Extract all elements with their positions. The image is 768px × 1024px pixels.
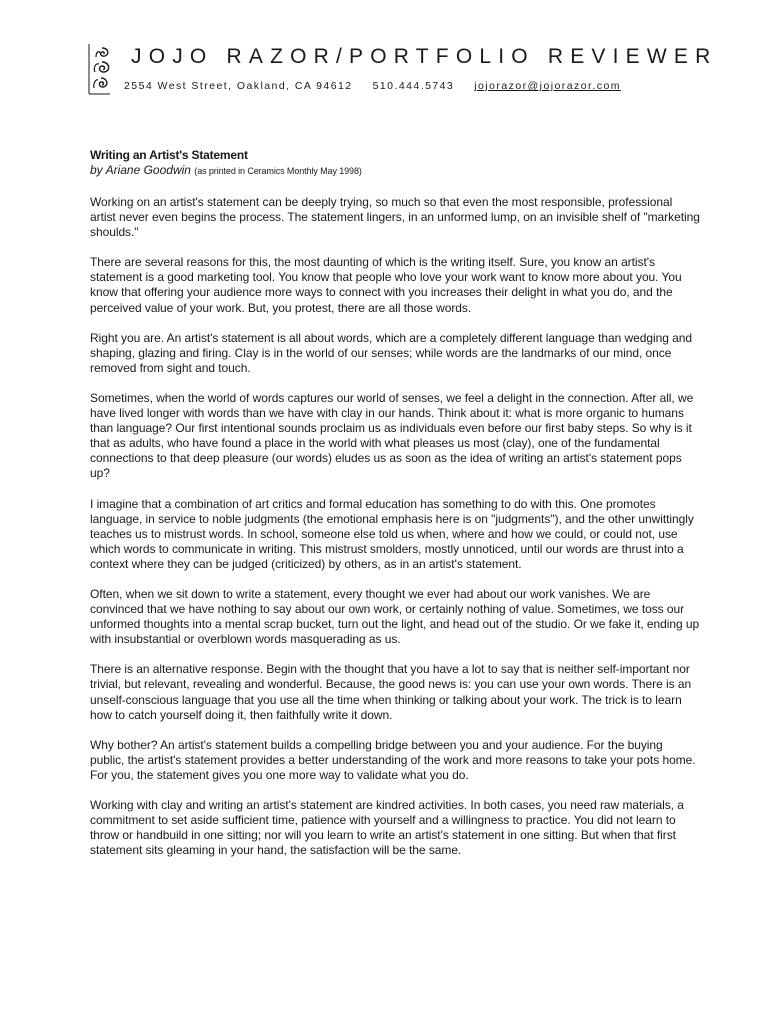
- letterhead-contact: [124, 80, 621, 92]
- paragraph: Working with clay and writing an artist's statement are kindred activities. In both cases, you need raw materials, a commitment to set aside sufficient time, patience with yourself and a willingness to practice. You did not learn to throw or handbuild in one sitting; nor will you learn to write an artist's statement in one sitting. But when that first statement sits gleaming in your hand, the satisfaction will be the same.: [90, 798, 684, 858]
- byline: [90, 163, 700, 179]
- paragraph: Sometimes, when the world of words captures our world of senses, we feel a delight in the connection. After all, we have lived longer with words than we have with clay in our hands. Think about it: what is more organic to humans than language? Our first intentional sounds proclaim us as individuals even before our first baby steps. So why is it that as adults, who have found a place in the world with what pleases us most (clay), one of the fundamental connections to that deep pleasure (our words) eludes us as soon as the idea of writing an artist's statement pops up?: [90, 390, 694, 481]
- byline-author: by Ariane Goodwin: [90, 163, 191, 177]
- paragraph: I imagine that a combination of art critics and formal education has something to do with this. One promotes language, in service to noble judgments (the emotional emphasis here is on "judgments"), and the other unwittingly teaches us to mistrust words. In school, someone else told us when, where and how we could, or could not, use which words to communicate in writing. This mistrust smolders, mostly unnoticed, until our words are thrust into a context where they can be judged (criticized) by others, as in an artist's statement.: [90, 496, 694, 571]
- article: [90, 148, 700, 873]
- article-title: Writing an Artist's Statement: [90, 148, 248, 162]
- letterhead-title: JOJO RAZOR/PORTFOLIO REVIEWER: [131, 45, 718, 68]
- paragraph: There are several reasons for this, the most daunting of which is the writing itself. Sure, you know an artist's statement is a good marketing tool. You know that people who love your work want to know more about you. You know that offering your audience more ways to connect with you increases their delight in what you do, and the perceived value of your work. But, you protest, there are all those words.: [90, 255, 682, 315]
- paragraph: Right you are. An artist's statement is all about words, which are a completely different language than wedging and shaping, glazing and firing. Clay is in the world of our senses; while words are the landmarks of our mind, once removed from sight and touch.: [90, 330, 693, 375]
- letterhead-address: 2554 West Street, Oakland, CA 94612: [124, 80, 353, 92]
- letterhead-email-link[interactable]: jojorazor@jojorazor.com: [474, 80, 621, 92]
- byline-note: (as printed in Ceramics Monthly May 1998): [194, 166, 362, 176]
- letterhead-phone: 510.444.5743: [372, 80, 455, 92]
- spiral-logo-icon: [88, 42, 116, 96]
- paragraph: There is an alternative response. Begin with the thought that you have a lot to say that is neither self-important nor trivial, but relevant, revealing and wonderful. Because, the good news is: you can use your own words. There is an unself-conscious language that you use all the time when thinking or talking about your work. The trick is to learn how to catch yourself doing it, then faithfully write it down.: [90, 662, 692, 722]
- paragraph: Working on an artist's statement can be deeply trying, so much so that even the most responsible, professional artist never even begins the process. The statement lingers, in an unformed lump, on an invisible shelf of "marketing shoulds.": [90, 195, 700, 240]
- paragraph: Often, when we sit down to write a statement, every thought we ever had about our work vanishes. We are convinced that we have nothing to say about our own work, or certainly nothing of value. Sometimes, we toss our unformed thoughts into a mental scrap bucket, turn out the light, and head out of the studio. Or we fake it, ending up with insubstantial or overblown words masquerading as us.: [90, 586, 700, 647]
- paragraph: Why bother? An artist's statement builds a compelling bridge between you and your audience. For the buying public, the artist's statement provides a better understanding of the work and more reasons to take your pots home. For you, the statement gives you one more way to validate what you do.: [90, 737, 696, 782]
- letterhead: [88, 42, 718, 98]
